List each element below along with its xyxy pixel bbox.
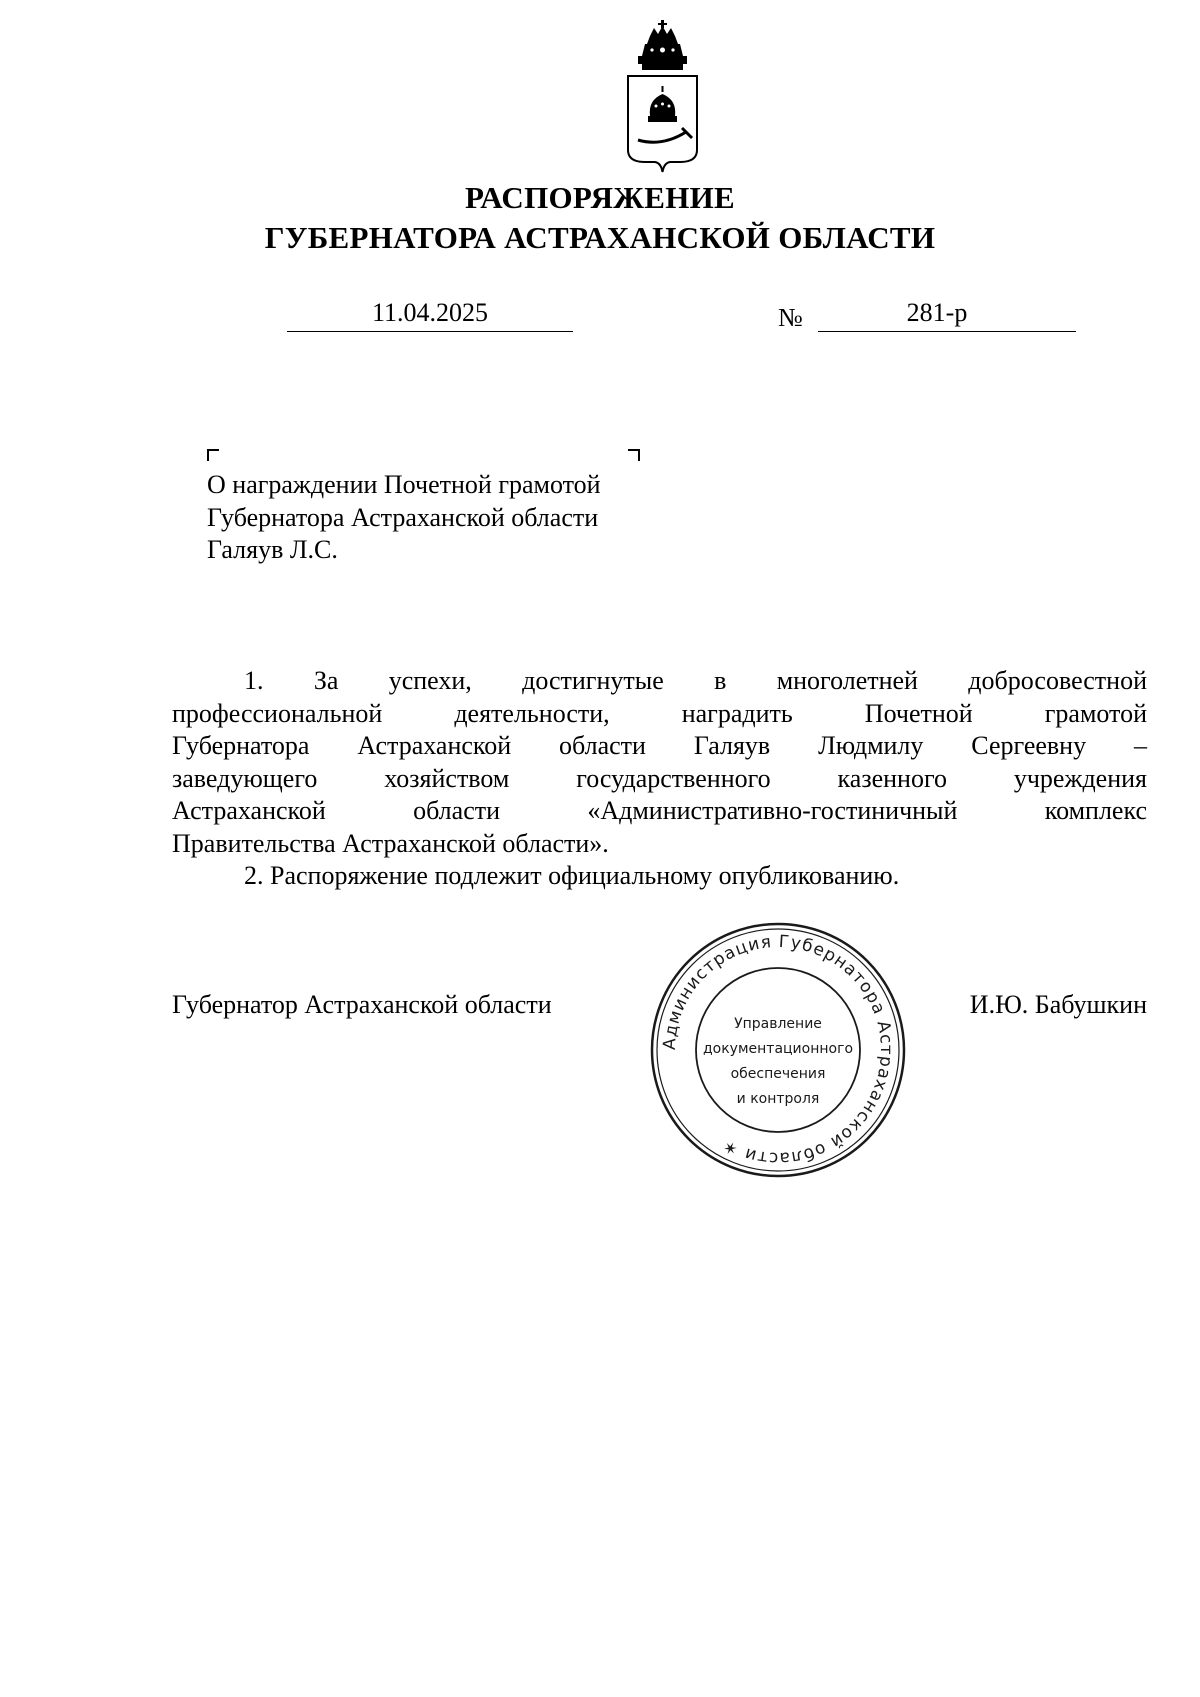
number-label: № [778,303,803,332]
paragraph-line: 2. Распоряжение подлежит официальному опубликованию. [244,861,900,890]
signatory-position: Губернатор Астраханской области [172,990,552,1019]
official-seal-stamp [648,920,908,1180]
document-number: 281-р [906,298,968,327]
subject-line: Галяув Л.С. [207,535,338,564]
subject-corner-right [628,449,640,461]
issuer-title: ГУБЕРНАТОРА АСТРАХАНСКОЙ ОБЛАСТИ [264,220,936,255]
subject-block [207,469,601,567]
document-type-title: РАСПОРЯЖЕНИЕ [464,180,736,215]
number-underline [818,331,1076,332]
paragraph-line: заведующего хозяйством государственного казенного учреждения [172,763,1147,793]
seal-center-line: документационного [702,1041,854,1057]
paragraph-line: Правительства Астраханской области». [172,828,609,858]
subject-line: Губернатора Астраханской области [207,502,599,532]
subject-corner-left [207,449,219,461]
seal-center-line: обеспечения [730,1066,826,1082]
paragraph-line: Губернатора Астраханской области Галяув Людмилу Сергеевну – [172,731,1147,760]
paragraph-2 [172,860,1147,893]
paragraph-line: Астраханской области «Административно-гостиничный комплекс [172,796,1147,825]
date-underline [287,331,573,332]
signatory-name: И.Ю. Бабушкин [969,990,1147,1019]
document-date: 11.04.2025 [371,298,489,327]
coat-of-arms-icon [620,20,705,173]
paragraph-1 [172,665,1147,860]
seal-ring-text: Администрация Губернатора Астраханской области ✶ [659,931,897,1169]
seal-center-line: Управление [734,1016,822,1032]
seal-center-line: и контроля [736,1091,820,1107]
subject-line: О награждении Почетной грамотой [207,470,601,499]
paragraph-line: профессиональной деятельности, наградить Почетной грамотой [172,698,1147,728]
paragraph-line: 1. За успехи, достигнутые в многолетней добросовестной [244,666,1147,695]
